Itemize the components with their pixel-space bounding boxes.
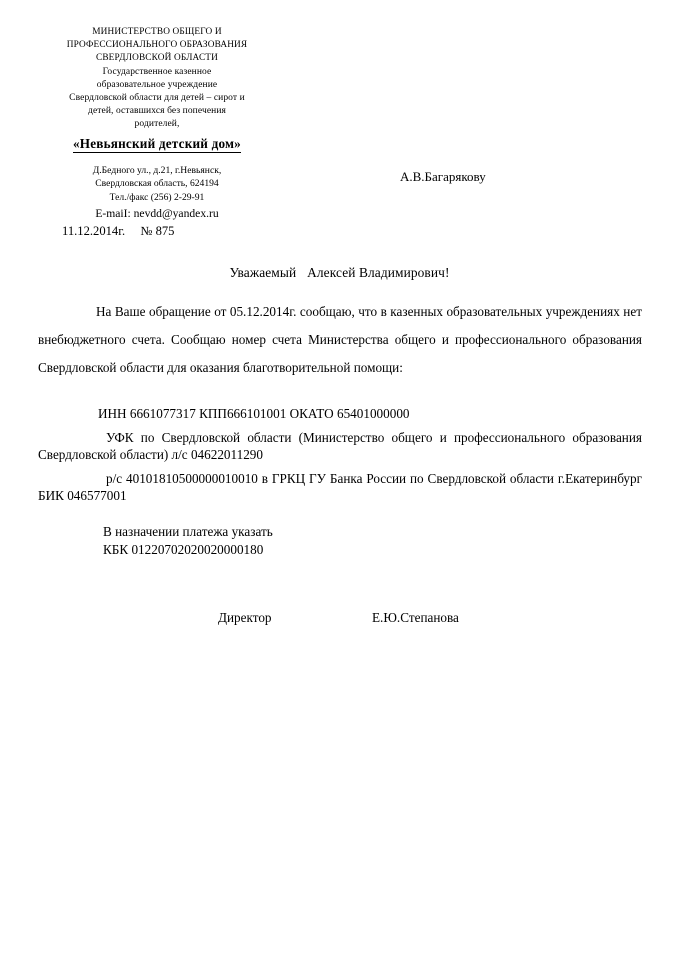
letterhead: [22, 26, 292, 132]
letterhead-line-7: детей, оставшихся без попечения: [88, 106, 226, 117]
body-block: [38, 298, 642, 382]
addressee: А.В.Багарякову: [400, 169, 486, 184]
bank-detail-account-line: р/с 40101810500000010010 в ГРКЦ ГУ Банка России по Свердловской области г.Екатеринбург БИК 046577001: [38, 470, 642, 504]
letterhead-line-4: Государственное казенное: [102, 66, 212, 77]
bank-detail-inn-line: ИНН 6661077317 КПП666101001 ОКАТО 65401000000: [98, 406, 410, 421]
bank-details-block: [38, 405, 642, 505]
payment-purpose-instruction: В назначении платежа указать: [103, 524, 273, 539]
organization-title: [22, 136, 292, 152]
signature-role: Директор: [218, 610, 272, 625]
letterhead-line-8: родителей,: [134, 119, 180, 130]
bank-detail-ufk-line: УФК по Свердловской области (Министерство общего и профессионального образования Свердловской области) л/с 04622011290: [38, 429, 642, 463]
address-line-2: Свердловская область, 624194: [95, 178, 219, 190]
document-number: № 875: [140, 224, 175, 238]
letterhead-line-1: МИНИСТЕРСТВО ОБЩЕГО И: [92, 27, 222, 37]
letterhead-line-5: образовательное учреждение: [96, 79, 218, 90]
signature-name: Е.Ю.Степанова: [372, 610, 459, 625]
document-date: 11.12.2014г.: [62, 224, 126, 238]
email-line: E-maiI: nevdd@yandex.ru: [95, 207, 219, 221]
payment-purpose-block: [103, 523, 663, 560]
body-paragraph: На Ваше обращение от 05.12.2014г. сообщаю, что в казенных образовательных учреждениях нет внебюджетного счета. Сообщаю номер счета Министерства общего и профессионального образования Свердловской области для оказания благотворительной помощи:: [38, 304, 642, 375]
organization-title-text: «Невьянский детский дом»: [73, 136, 241, 151]
phone-line: Тел./факс (256) 2-29-91: [109, 191, 205, 203]
letterhead-line-6: Свердловской области для детей – сирот и: [69, 93, 245, 104]
letterhead-line-2: ПРОФЕССИОНАЛЬНОГО ОБРАЗОВАНИЯ: [66, 40, 248, 51]
contact-block: [22, 164, 292, 222]
salutation-greeting: Уважаемый: [229, 265, 297, 280]
salutation: [0, 265, 679, 281]
payment-purpose-kbk: КБК 01220702020020000180: [103, 542, 264, 558]
address-line-1: Д.Бедного ул., д.21, г.Невьянск,: [92, 165, 222, 176]
letterhead-line-3: СВЕРДЛОВСКОЙ ОБЛАСТИ: [95, 53, 218, 64]
salutation-name: Алексей Владимирович!: [307, 265, 450, 280]
document-reference: [62, 224, 174, 239]
